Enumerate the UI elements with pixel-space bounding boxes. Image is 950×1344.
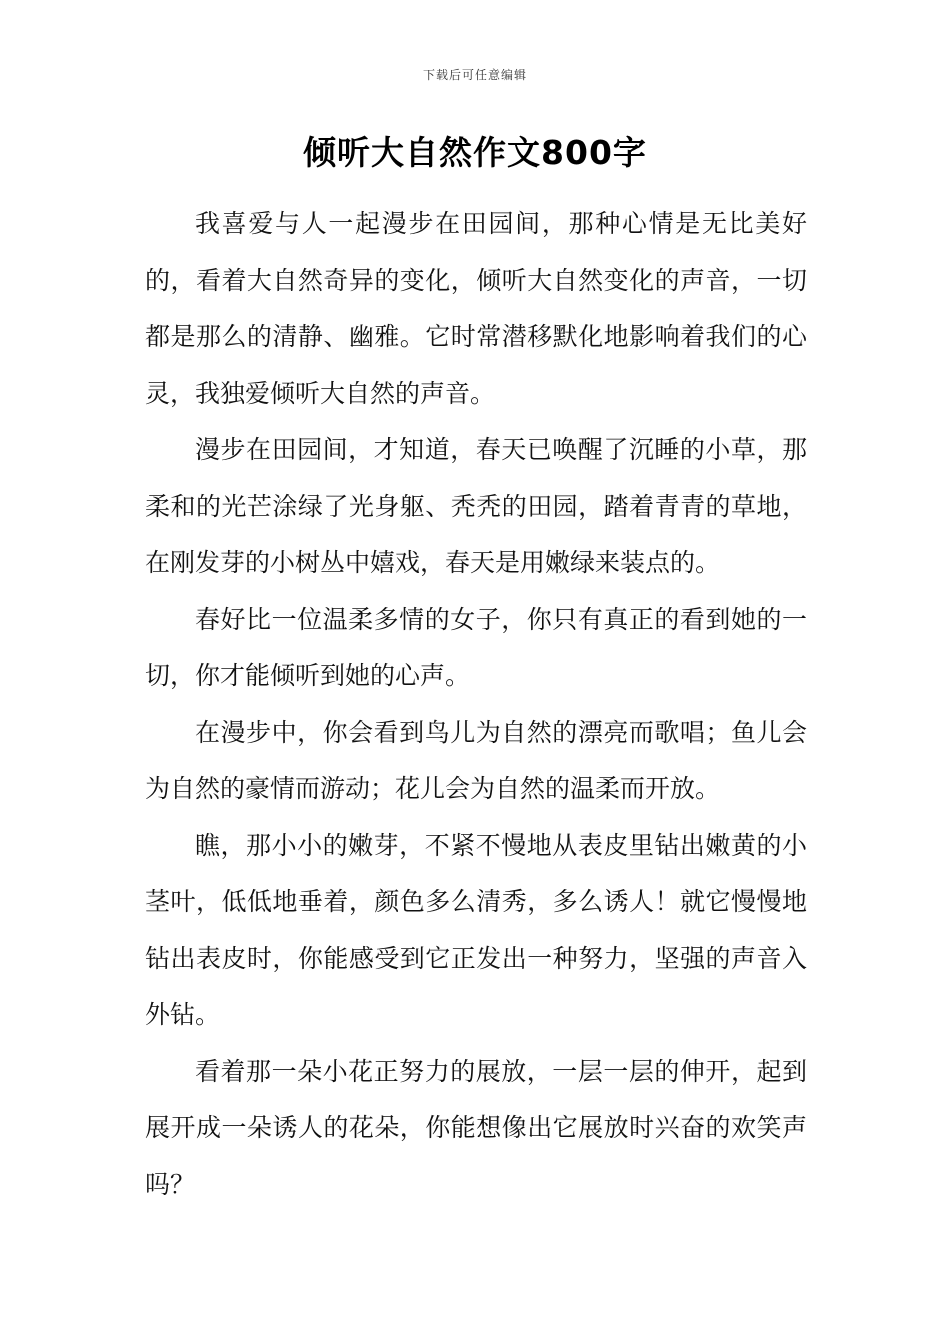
paragraph: 春好比一位温柔多情的女子，你只有真正的看到她的一切，你才能倾听到她的心声。 [145, 604, 807, 690]
paragraph: 在漫步中，你会看到鸟儿为自然的漂亮而歌唱；鱼儿会为自然的豪情而游动；花儿会为自然的温柔而开放。 [145, 717, 807, 803]
article-body [145, 196, 807, 1213]
paragraph: 漫步在田园间，才知道，春天已唤醒了沉睡的小草，那柔和的光芒涂绿了光身躯、秃秃的田园，踏着青青的草地，在刚发芽的小树丛中嬉戏，春天是用嫩绿来装点的。 [145, 435, 807, 577]
paragraph: 我喜爱与人一起漫步在田园间，那种心情是无比美好的，看着大自然奇异的变化，倾听大自然变化的声音，一切都是那么的清静、幽雅。它时常潜移默化地影响着我们的心灵，我独爱倾听大自然的声音。 [145, 209, 807, 408]
header-note: 下载后可任意编辑 [422, 68, 527, 82]
paragraph: 看着那一朵小花正努力的展放，一层一层的伸开，起到展开成一朵诱人的花朵，你能想像出它展放时兴奋的欢笑声吗？ [145, 1056, 807, 1199]
page-title: 倾听大自然作文800字 [303, 133, 647, 172]
paragraph: 瞧，那小小的嫩芽，不紧不慢地从表皮里钻出嫩黄的小茎叶，低低地垂着，颜色多么清秀，多么诱人！就它慢慢地钻出表皮时，你能感受到它正发出一种努力，坚强的声音入外钻。 [145, 830, 807, 1029]
